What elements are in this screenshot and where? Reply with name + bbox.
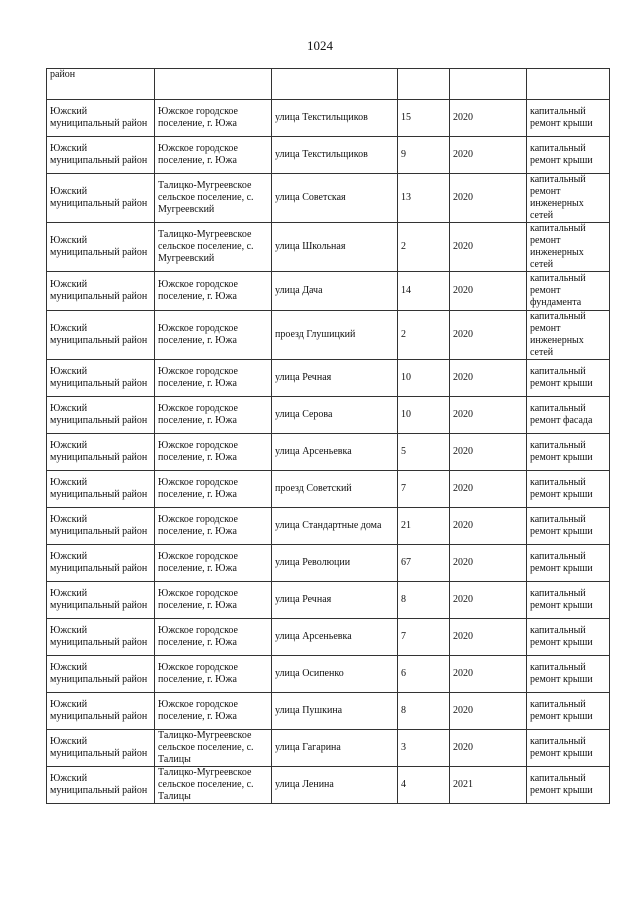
table-row [47, 223, 610, 272]
settlement-cell: Южское городское поселение, г. Южа [155, 397, 272, 434]
settlement-cell: Талицко-Мугреевское сельское поселение, с. Мугреевский [155, 223, 272, 272]
table-row [47, 471, 610, 508]
house-cell: 13 [398, 174, 450, 223]
year-cell: 2020 [450, 223, 527, 272]
table-row [47, 582, 610, 619]
table-row [47, 545, 610, 582]
year-cell: 2020 [450, 656, 527, 693]
year-cell: 2020 [450, 508, 527, 545]
work-cell: капитальный ремонт инженерных сетей [527, 223, 610, 272]
settlement-cell: Южское городское поселение, г. Южа [155, 471, 272, 508]
table-row [47, 397, 610, 434]
house-cell: 5 [398, 434, 450, 471]
year-cell: 2020 [450, 693, 527, 730]
year-cell: 2020 [450, 545, 527, 582]
street-cell: улица Гагарина [272, 730, 398, 767]
year-cell: 2020 [450, 137, 527, 174]
district-cell: район [47, 69, 155, 100]
district-cell: Южский муниципальный район [47, 582, 155, 619]
table-row [47, 272, 610, 311]
house-cell: 7 [398, 471, 450, 508]
work-cell: капитальный ремонт крыши [527, 582, 610, 619]
settlement-cell: Южское городское поселение, г. Южа [155, 693, 272, 730]
house-cell: 15 [398, 100, 450, 137]
settlement-cell: Южское городское поселение, г. Южа [155, 545, 272, 582]
house-cell: 3 [398, 730, 450, 767]
district-cell: Южский муниципальный район [47, 311, 155, 360]
district-cell: Южский муниципальный район [47, 471, 155, 508]
street-cell: улица Арсеньевка [272, 434, 398, 471]
work-cell: капитальный ремонт крыши [527, 767, 610, 804]
table-row [47, 360, 610, 397]
settlement-cell: Южское городское поселение, г. Южа [155, 582, 272, 619]
table-row [47, 656, 610, 693]
table-row [47, 767, 610, 804]
work-cell: капитальный ремонт крыши [527, 656, 610, 693]
repair-registry-table [46, 68, 610, 804]
year-cell: 2020 [450, 434, 527, 471]
settlement-cell: Южское городское поселение, г. Южа [155, 508, 272, 545]
street-cell: улица Текстильщиков [272, 137, 398, 174]
work-cell: капитальный ремонт фасада [527, 397, 610, 434]
street-cell: улица Советская [272, 174, 398, 223]
page-number: 1024 [307, 38, 333, 53]
work-cell: капитальный ремонт крыши [527, 100, 610, 137]
street-cell: улица Арсеньевка [272, 619, 398, 656]
continuation-row [47, 69, 610, 100]
work-cell: капитальный ремонт инженерных сетей [527, 174, 610, 223]
street-cell: улица Ленина [272, 767, 398, 804]
house-cell: 2 [398, 223, 450, 272]
street-cell: улица Серова [272, 397, 398, 434]
settlement-cell [155, 69, 272, 100]
table-row [47, 619, 610, 656]
settlement-cell: Южское городское поселение, г. Южа [155, 656, 272, 693]
work-cell: капитальный ремонт фундамента [527, 272, 610, 311]
settlement-cell: Южское городское поселение, г. Южа [155, 434, 272, 471]
year-cell: 2021 [450, 767, 527, 804]
district-cell: Южский муниципальный район [47, 656, 155, 693]
house-cell: 4 [398, 767, 450, 804]
settlement-cell: Южское городское поселение, г. Южа [155, 360, 272, 397]
year-cell: 2020 [450, 397, 527, 434]
work-cell [527, 69, 610, 100]
settlement-cell: Южское городское поселение, г. Южа [155, 272, 272, 311]
settlement-cell: Талицко-Мугреевское сельское поселение, с. Мугреевский [155, 174, 272, 223]
year-cell: 2020 [450, 360, 527, 397]
house-cell [398, 69, 450, 100]
district-cell: Южский муниципальный район [47, 100, 155, 137]
house-cell: 67 [398, 545, 450, 582]
work-cell: капитальный ремонт крыши [527, 508, 610, 545]
house-cell: 6 [398, 656, 450, 693]
district-cell: Южский муниципальный район [47, 545, 155, 582]
table-row [47, 174, 610, 223]
house-cell: 10 [398, 397, 450, 434]
house-cell: 10 [398, 360, 450, 397]
district-cell: Южский муниципальный район [47, 174, 155, 223]
table-row [47, 434, 610, 471]
house-cell: 8 [398, 582, 450, 619]
district-cell: Южский муниципальный район [47, 272, 155, 311]
table-row [47, 311, 610, 360]
settlement-cell: Талицко-Мугреевское сельское поселение, с. Талицы [155, 730, 272, 767]
work-cell: капитальный ремонт крыши [527, 619, 610, 656]
house-cell: 8 [398, 693, 450, 730]
district-cell: Южский муниципальный район [47, 137, 155, 174]
district-cell: Южский муниципальный район [47, 619, 155, 656]
work-cell: капитальный ремонт крыши [527, 471, 610, 508]
street-cell: улица Дача [272, 272, 398, 311]
year-cell: 2020 [450, 174, 527, 223]
settlement-cell: Южское городское поселение, г. Южа [155, 311, 272, 360]
year-cell [450, 69, 527, 100]
table-row [47, 508, 610, 545]
district-cell: Южский муниципальный район [47, 767, 155, 804]
work-cell: капитальный ремонт крыши [527, 730, 610, 767]
house-cell: 14 [398, 272, 450, 311]
year-cell: 2020 [450, 272, 527, 311]
year-cell: 2020 [450, 619, 527, 656]
table-row [47, 693, 610, 730]
district-cell: Южский муниципальный район [47, 397, 155, 434]
house-cell: 21 [398, 508, 450, 545]
house-cell: 9 [398, 137, 450, 174]
year-cell: 2020 [450, 471, 527, 508]
year-cell: 2020 [450, 100, 527, 137]
year-cell: 2020 [450, 311, 527, 360]
district-cell: Южский муниципальный район [47, 508, 155, 545]
work-cell: капитальный ремонт инженерных сетей [527, 311, 610, 360]
table-row [47, 100, 610, 137]
district-cell: Южский муниципальный район [47, 730, 155, 767]
street-cell: улица Осипенко [272, 656, 398, 693]
year-cell: 2020 [450, 582, 527, 619]
work-cell: капитальный ремонт крыши [527, 360, 610, 397]
street-cell: улица Речная [272, 360, 398, 397]
street-cell [272, 69, 398, 100]
work-cell: капитальный ремонт крыши [527, 137, 610, 174]
district-cell: Южский муниципальный район [47, 360, 155, 397]
settlement-cell: Талицко-Мугреевское сельское поселение, с. Талицы [155, 767, 272, 804]
house-cell: 2 [398, 311, 450, 360]
work-cell: капитальный ремонт крыши [527, 545, 610, 582]
district-cell: Южский муниципальный район [47, 693, 155, 730]
street-cell: проезд Глушицкий [272, 311, 398, 360]
street-cell: проезд Советский [272, 471, 398, 508]
table-row [47, 730, 610, 767]
work-cell: капитальный ремонт крыши [527, 693, 610, 730]
year-cell: 2020 [450, 730, 527, 767]
street-cell: улица Стандартные дома [272, 508, 398, 545]
street-cell: улица Школьная [272, 223, 398, 272]
settlement-cell: Южское городское поселение, г. Южа [155, 619, 272, 656]
settlement-cell: Южское городское поселение, г. Южа [155, 137, 272, 174]
house-cell: 7 [398, 619, 450, 656]
district-cell: Южский муниципальный район [47, 434, 155, 471]
work-cell: капитальный ремонт крыши [527, 434, 610, 471]
street-cell: улица Пушкина [272, 693, 398, 730]
street-cell: улица Текстильщиков [272, 100, 398, 137]
street-cell: улица Речная [272, 582, 398, 619]
settlement-cell: Южское городское поселение, г. Южа [155, 100, 272, 137]
table-row [47, 137, 610, 174]
street-cell: улица Революции [272, 545, 398, 582]
district-cell: Южский муниципальный район [47, 223, 155, 272]
